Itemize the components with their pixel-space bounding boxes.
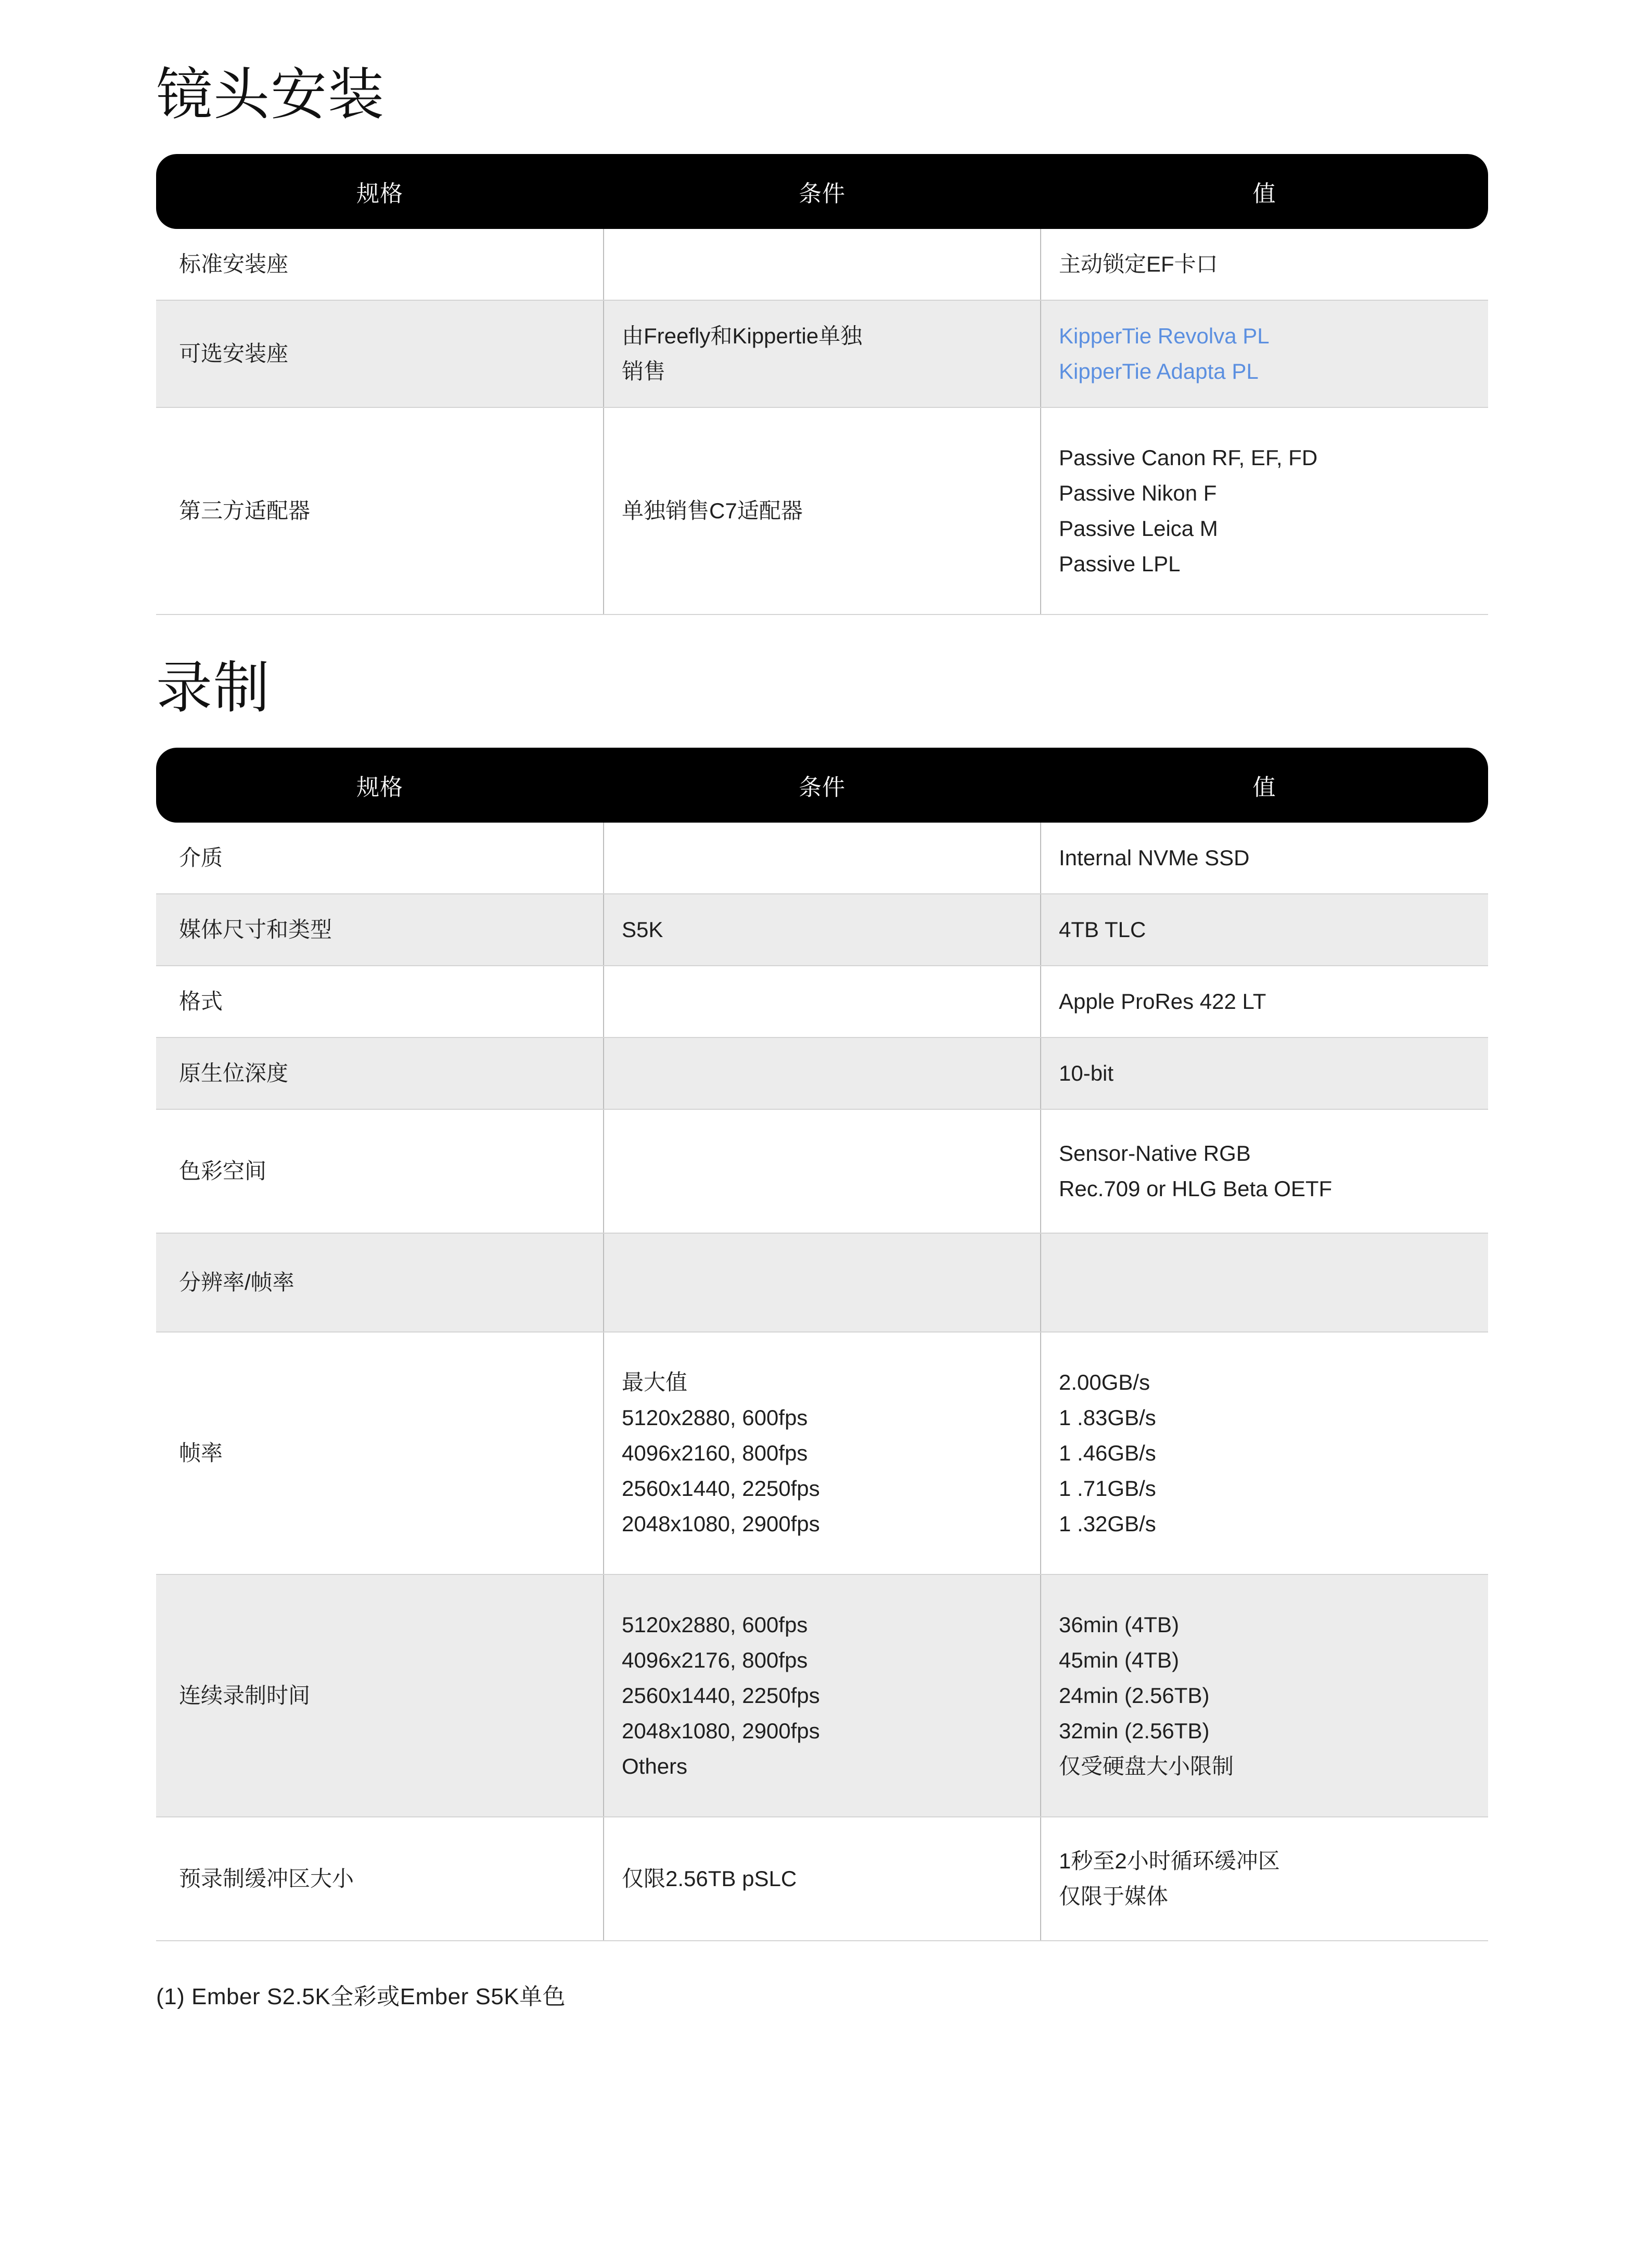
- value-line: Passive Nikon F: [1059, 481, 1217, 506]
- lens-mount-table: [156, 154, 1488, 615]
- cell-condition: [604, 1332, 1041, 1574]
- cell-spec: 色彩空间: [156, 1109, 604, 1233]
- table-row: [156, 1037, 1488, 1109]
- cell-condition: [604, 407, 1041, 614]
- value-line: 36min (4TB): [1059, 1612, 1180, 1637]
- value-line: Passive Leica M: [1059, 516, 1218, 541]
- column-header-value: 值: [1041, 748, 1488, 823]
- value-line: 仅受硬盘大小限制: [1059, 1754, 1234, 1779]
- cell-condition: [604, 966, 1041, 1037]
- value-line: 45min (4TB): [1059, 1647, 1180, 1672]
- link-kippertie-adapta-pl[interactable]: KipperTie Adapta PL: [1059, 359, 1259, 384]
- condition-line: 由Freefly和Kippertie单独: [622, 324, 863, 349]
- condition-line: 2048x1080, 2900fps: [622, 1719, 820, 1744]
- value-line: 32min (2.56TB): [1059, 1719, 1210, 1744]
- condition-line: 4096x2160, 800fps: [622, 1440, 808, 1465]
- cell-spec: 帧率: [156, 1332, 604, 1574]
- page-title-recording: 录制: [156, 656, 271, 720]
- column-header-value: 值: [1041, 154, 1488, 229]
- value-line: 主动锁定EF卡口: [1059, 252, 1218, 277]
- condition-line: 单独销售C7适配器: [622, 498, 803, 523]
- cell-condition: [604, 300, 1041, 407]
- condition-line: 销售: [622, 359, 666, 384]
- table-row: [156, 966, 1488, 1037]
- cell-value: [1041, 1332, 1488, 1574]
- table-row: [156, 1332, 1488, 1574]
- cell-value: [1041, 894, 1488, 966]
- condition-line: 仅限2.56TB pSLC: [622, 1866, 797, 1891]
- value-line: Sensor-Native RGB: [1059, 1141, 1251, 1165]
- value-line: 1 .71GB/s: [1059, 1476, 1156, 1501]
- value-line: 1秒至2小时循环缓冲区: [1059, 1849, 1280, 1874]
- table-row: [156, 407, 1488, 614]
- cell-condition: [604, 229, 1041, 300]
- cell-condition: [604, 894, 1041, 966]
- cell-value: [1041, 1574, 1488, 1817]
- cell-condition: [604, 1037, 1041, 1109]
- table-row: [156, 1574, 1488, 1817]
- cell-value: [1041, 823, 1488, 894]
- cell-spec: 格式: [156, 966, 604, 1037]
- value-line: 10-bit: [1059, 1060, 1114, 1085]
- value-line: 1 .32GB/s: [1059, 1511, 1156, 1536]
- value-line: Passive Canon RF, EF, FD: [1059, 445, 1318, 470]
- page-title-lens-mount: 镜头安装: [156, 63, 386, 126]
- column-header-condition: 条件: [604, 748, 1041, 823]
- cell-spec: 分辨率/帧率: [156, 1233, 604, 1332]
- table-row: [156, 1233, 1488, 1332]
- value-line: 1 .46GB/s: [1059, 1440, 1156, 1465]
- value-line: Internal NVMe SSD: [1059, 845, 1250, 870]
- cell-condition: [604, 1233, 1041, 1332]
- table-row: [156, 1109, 1488, 1233]
- cell-value: [1041, 1817, 1488, 1941]
- column-header-spec: 规格: [156, 748, 604, 823]
- value-line: 1 .83GB/s: [1059, 1405, 1156, 1430]
- cell-value: [1041, 1109, 1488, 1233]
- cell-condition: [604, 1574, 1041, 1817]
- cell-spec: 媒体尺寸和类型: [156, 894, 604, 966]
- condition-line: 最大值: [622, 1369, 688, 1394]
- cell-value: [1041, 407, 1488, 614]
- cell-spec: 第三方适配器: [156, 407, 604, 614]
- table-row: [156, 894, 1488, 966]
- table-row: [156, 823, 1488, 894]
- value-line: 2.00GB/s: [1059, 1369, 1150, 1394]
- footnote: (1) Ember S2.5K全彩或Ember S5K单色: [156, 1984, 566, 2010]
- condition-line: 2560x1440, 2250fps: [622, 1683, 820, 1708]
- column-header-spec: 规格: [156, 154, 604, 229]
- cell-spec: 可选安装座: [156, 300, 604, 407]
- table-header-row: [156, 748, 1488, 823]
- table-row: [156, 300, 1488, 407]
- value-line: 4TB TLC: [1059, 917, 1146, 942]
- column-header-condition: 条件: [604, 154, 1041, 229]
- condition-line: S5K: [622, 917, 663, 942]
- cell-value: [1041, 1037, 1488, 1109]
- value-line: Passive LPL: [1059, 552, 1181, 576]
- condition-line: 2048x1080, 2900fps: [622, 1511, 820, 1536]
- table-row: [156, 1817, 1488, 1941]
- table-row: [156, 229, 1488, 300]
- condition-line: 4096x2176, 800fps: [622, 1647, 808, 1672]
- cell-value: [1041, 300, 1488, 407]
- table-header-row: [156, 154, 1488, 229]
- cell-condition: [604, 1109, 1041, 1233]
- cell-condition: [604, 1817, 1041, 1941]
- condition-line: Others: [622, 1754, 688, 1779]
- cell-condition: [604, 823, 1041, 894]
- cell-spec: 预录制缓冲区大小: [156, 1817, 604, 1941]
- cell-spec: 介质: [156, 823, 604, 894]
- cell-spec: 连续录制时间: [156, 1574, 604, 1817]
- cell-value: [1041, 229, 1488, 300]
- value-line: Rec.709 or HLG Beta OETF: [1059, 1176, 1333, 1201]
- recording-table: [156, 748, 1488, 1942]
- value-line: 24min (2.56TB): [1059, 1683, 1210, 1708]
- cell-value: [1041, 1233, 1488, 1332]
- cell-spec: 原生位深度: [156, 1037, 604, 1109]
- cell-value: [1041, 966, 1488, 1037]
- link-kippertie-revolva-pl[interactable]: KipperTie Revolva PL: [1059, 324, 1270, 349]
- condition-line: 5120x2880, 600fps: [622, 1612, 808, 1637]
- value-line: Apple ProRes 422 LT: [1059, 989, 1266, 1014]
- value-line: 仅限于媒体: [1059, 1884, 1169, 1909]
- cell-spec: 标准安装座: [156, 229, 604, 300]
- condition-line: 2560x1440, 2250fps: [622, 1476, 820, 1501]
- condition-line: 5120x2880, 600fps: [622, 1405, 808, 1430]
